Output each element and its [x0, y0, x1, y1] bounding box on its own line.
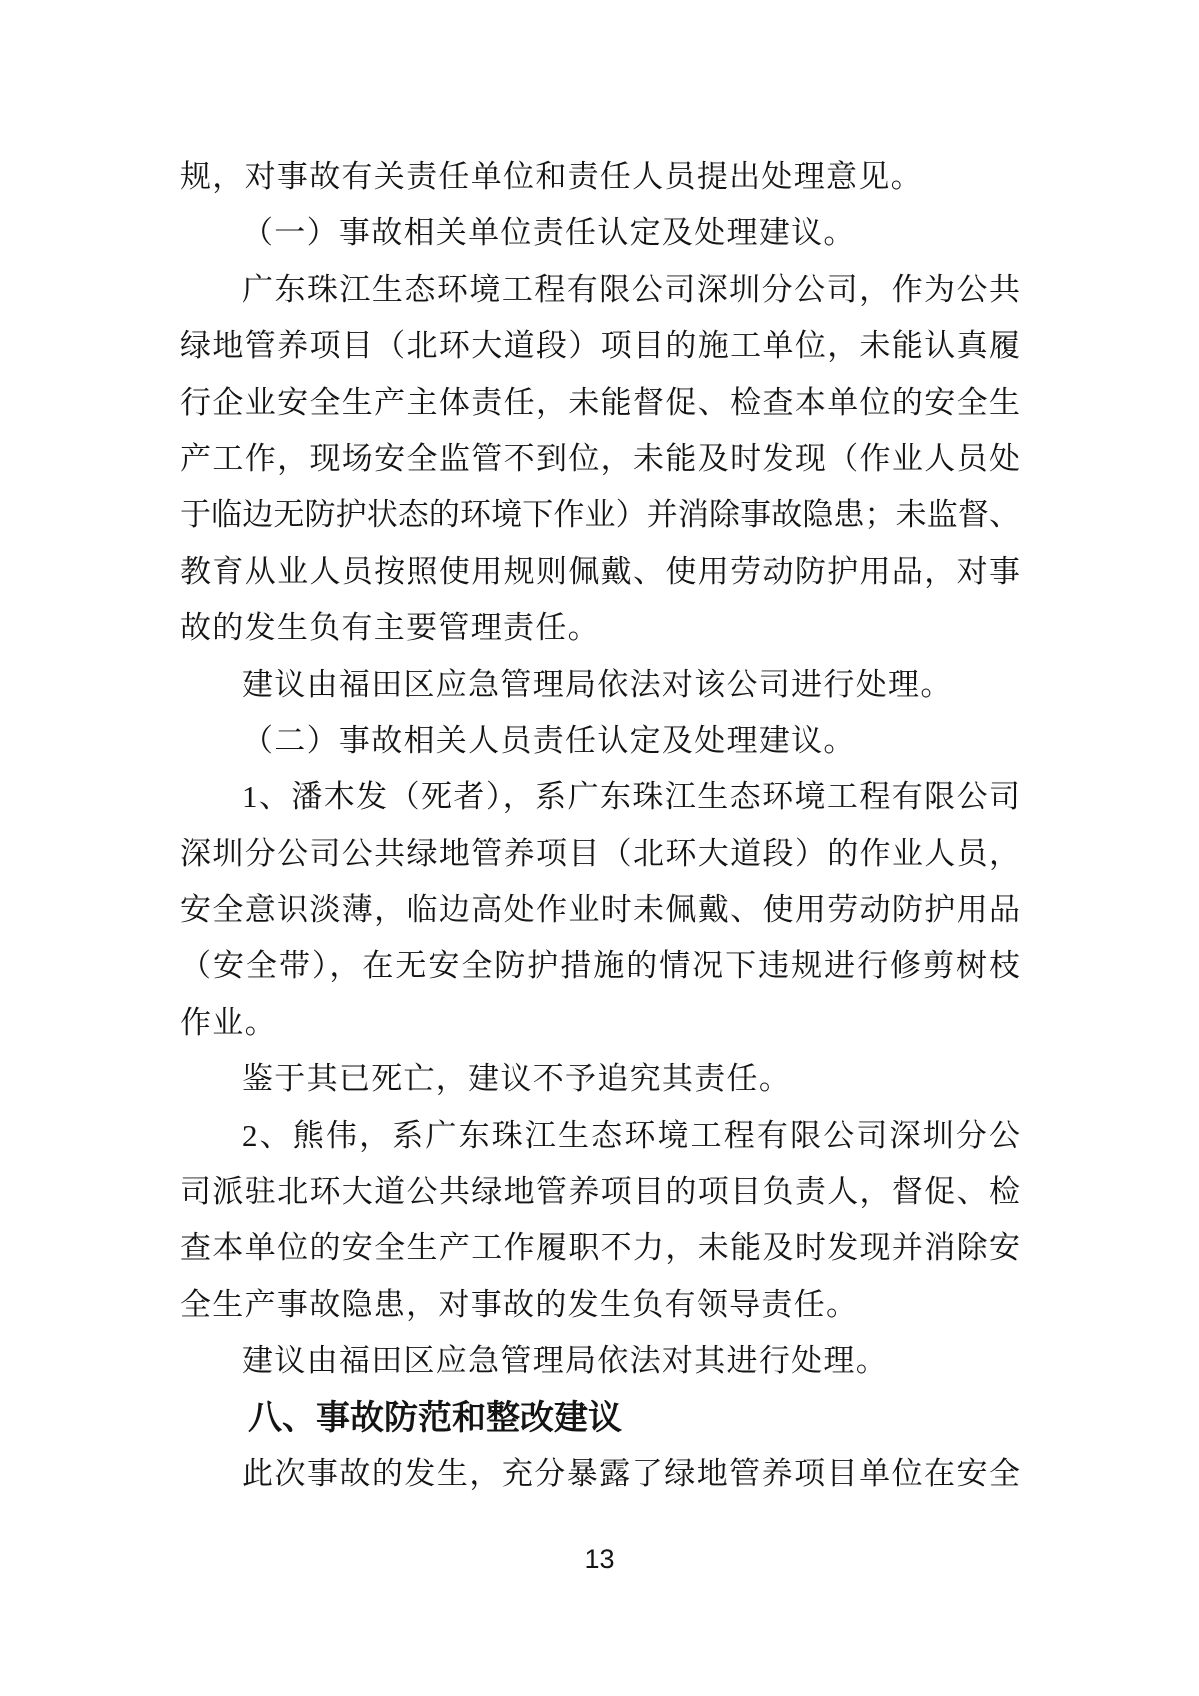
text-line: 1、潘木发（死者），系广东珠江生态环境工程有限公司	[242, 779, 1020, 815]
text-line: （一）事故相关单位责任认定及处理建议。	[242, 215, 856, 251]
text-line: 于临边无防护状态的环境下作业）并消除事故隐患；未监督、	[180, 497, 1020, 533]
text-line: 司派驻北环大道公共绿地管养项目的项目负责人，督促、检	[180, 1174, 1020, 1210]
section-heading: 八、事故防范和整改建议	[248, 1398, 622, 1437]
text-line: 作业。	[180, 1004, 277, 1040]
text-line: 深圳分公司公共绿地管养项目（北环大道段）的作业人员，	[180, 835, 1020, 871]
text-line: 建议由福田区应急管理局依法对其进行处理。	[242, 1343, 889, 1379]
text-line: 故的发生负有主要管理责任。	[180, 610, 600, 646]
text-line: 广东珠江生态环境工程有限公司深圳分公司，作为公共	[242, 271, 1020, 307]
text-line: 建议由福田区应急管理局依法对该公司进行处理。	[242, 666, 953, 702]
text-line: 产工作，现场安全监管不到位，未能及时发现（作业人员处	[180, 440, 1020, 476]
text-line: 此次事故的发生，充分暴露了绿地管养项目单位在安全	[242, 1455, 1020, 1491]
text-line: 规，对事故有关责任单位和责任人员提出处理意见。	[180, 159, 923, 194]
text-line: 全生产事故隐患，对事故的发生负有领导责任。	[180, 1286, 859, 1322]
page-number: 13	[584, 1544, 615, 1574]
text-line: 安全意识淡薄，临边高处作业时未佩戴、使用劳动防护用品	[180, 892, 1020, 928]
text-line: 教育从业人员按照使用规则佩戴、使用劳动防护用品，对事	[180, 553, 1020, 589]
text-line: 鉴于其已死亡，建议不予追究其责任。	[242, 1061, 792, 1097]
text-line: 2、熊伟，系广东珠江生态环境工程有限公司深圳分公	[242, 1117, 1020, 1153]
document-body	[180, 149, 1020, 1502]
text-line: （二）事故相关人员责任认定及处理建议。	[242, 722, 856, 758]
text-line: 行企业安全生产主体责任，未能督促、检查本单位的安全生	[180, 384, 1020, 420]
text-line: （安全带），在无安全防护措施的情况下违规进行修剪树枝	[180, 948, 1020, 984]
text-line: 绿地管养项目（北环大道段）项目的施工单位，未能认真履	[180, 328, 1020, 364]
text-line: 查本单位的安全生产工作履职不力，未能及时发现并消除安	[180, 1230, 1020, 1266]
